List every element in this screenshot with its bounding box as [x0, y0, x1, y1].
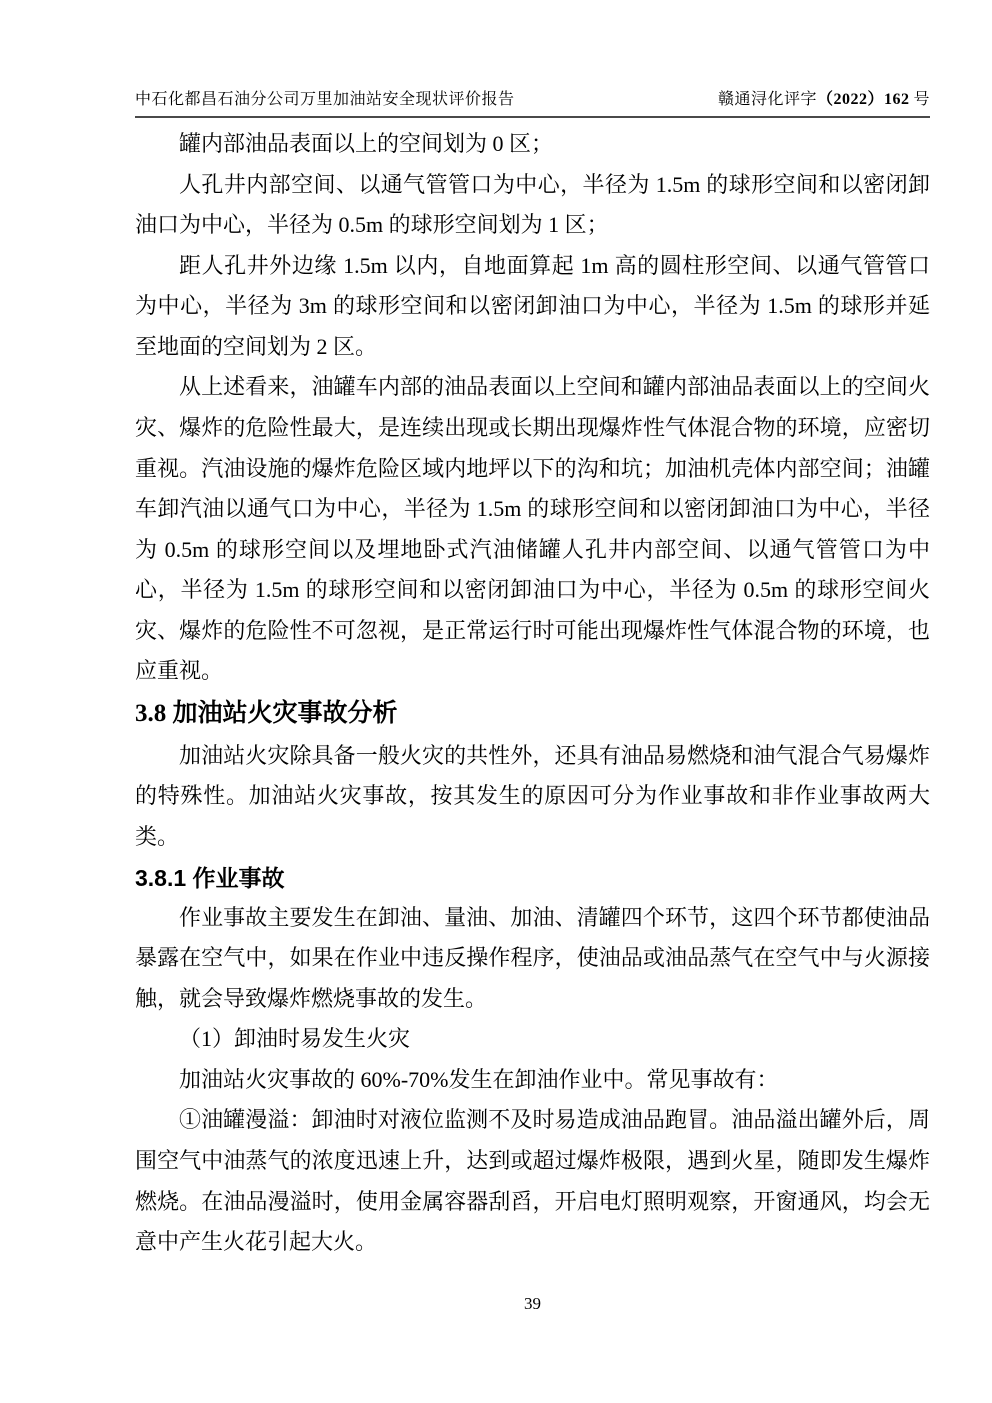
- header-doc-number: [718, 86, 930, 109]
- document-body: [135, 124, 930, 1263]
- doc-number-prefix: 赣通浔化评字: [717, 91, 817, 108]
- doc-number-suffix: 号: [913, 91, 930, 108]
- paragraph-zone-0: 罐内部油品表面以上的空间划为 0 区；: [179, 131, 554, 156]
- paragraph-zone-1: 人孔井内部空间、以通气管管口为中心，半径为 1.5m 的球形空间和以密闭卸油口为中心，半径为 0.5m 的球形空间划为 1 区；: [135, 171, 930, 238]
- page-header: [135, 86, 930, 118]
- paragraph-fire-intro: 加油站火灾除具备一般火灾的共性外，还具有油品易燃烧和油气混合气易爆炸的特殊性。加油站火灾事故，按其发生的原因可分为作业事故和非作业事故两大类。: [135, 742, 930, 849]
- paragraph-operation-accidents: 作业事故主要发生在卸油、量油、加油、清罐四个环节，这四个环节都使油品暴露在空气中，如果在作业中违反操作程序，使油品或油品蒸气在空气中与火源接触，就会导致爆炸燃烧事故的发生。: [135, 904, 930, 1011]
- paragraph-zone-summary: 从上述看来，油罐车内部的油品表面以上空间和罐内部油品表面以上的空间火灾、爆炸的危险性最大，是连续出现或长期出现爆炸性气体混合物的环境，应密切重视。汽油设施的爆炸危险区域内地坪以下的沟和坑；加油机壳体内部空间；油罐车卸汽油以通气口为中心，半径为 1.5m 的球形空间和以密闭卸油口为中心，半径为 0.5m 的球形空间以及埋地卧式汽油储罐人孔井内部空间、以通气管管口为中心，半径为 1.5m 的球形空间和以密闭卸油口为中心，半径为 0.5m 的球形空间火灾、爆炸的危险性不可忽视，是正常运行时可能出现爆炸性气体混合物的环境，也应重视。: [135, 374, 930, 684]
- paragraph-tank-overflow: ①油罐漫溢：卸油时对液位监测不及时易造成油品跑冒。油品溢出罐外后，周围空气中油蒸气的浓度迅速上升，达到或超过爆炸极限，遇到火星，随即发生爆炸燃烧。在油品漫溢时，使用金属容器刮舀，开启电灯照明观察，开窗通风，均会无意中产生火花引起大火。: [135, 1107, 930, 1255]
- paragraph-item1-title: （1）卸油时易发生火灾: [179, 1026, 411, 1052]
- page-footer: [135, 1294, 930, 1314]
- page-number: 39: [524, 1294, 541, 1313]
- section-heading-3-8-1: 3.8.1 作业事故: [135, 864, 285, 891]
- paragraph-zone-2: 距人孔井外边缘 1.5m 以内，自地面算起 1m 高的圆柱形空间、以通气管管口为中心，半径为 3m 的球形空间和以密闭卸油口为中心，半径为 1.5m 的球形并延至地面的空间划为 2 区。: [135, 252, 930, 359]
- doc-number-value: （2022）162: [816, 91, 910, 108]
- section-heading-3-8: 3.8 加油站火灾事故分析: [135, 699, 398, 727]
- header-report-title: 中石化都昌石油分公司万里加油站安全现状评价报告: [135, 91, 515, 108]
- paragraph-item1-statistic: 加油站火灾事故的 60%-70%发生在卸油作业中。常见事故有：: [179, 1066, 779, 1092]
